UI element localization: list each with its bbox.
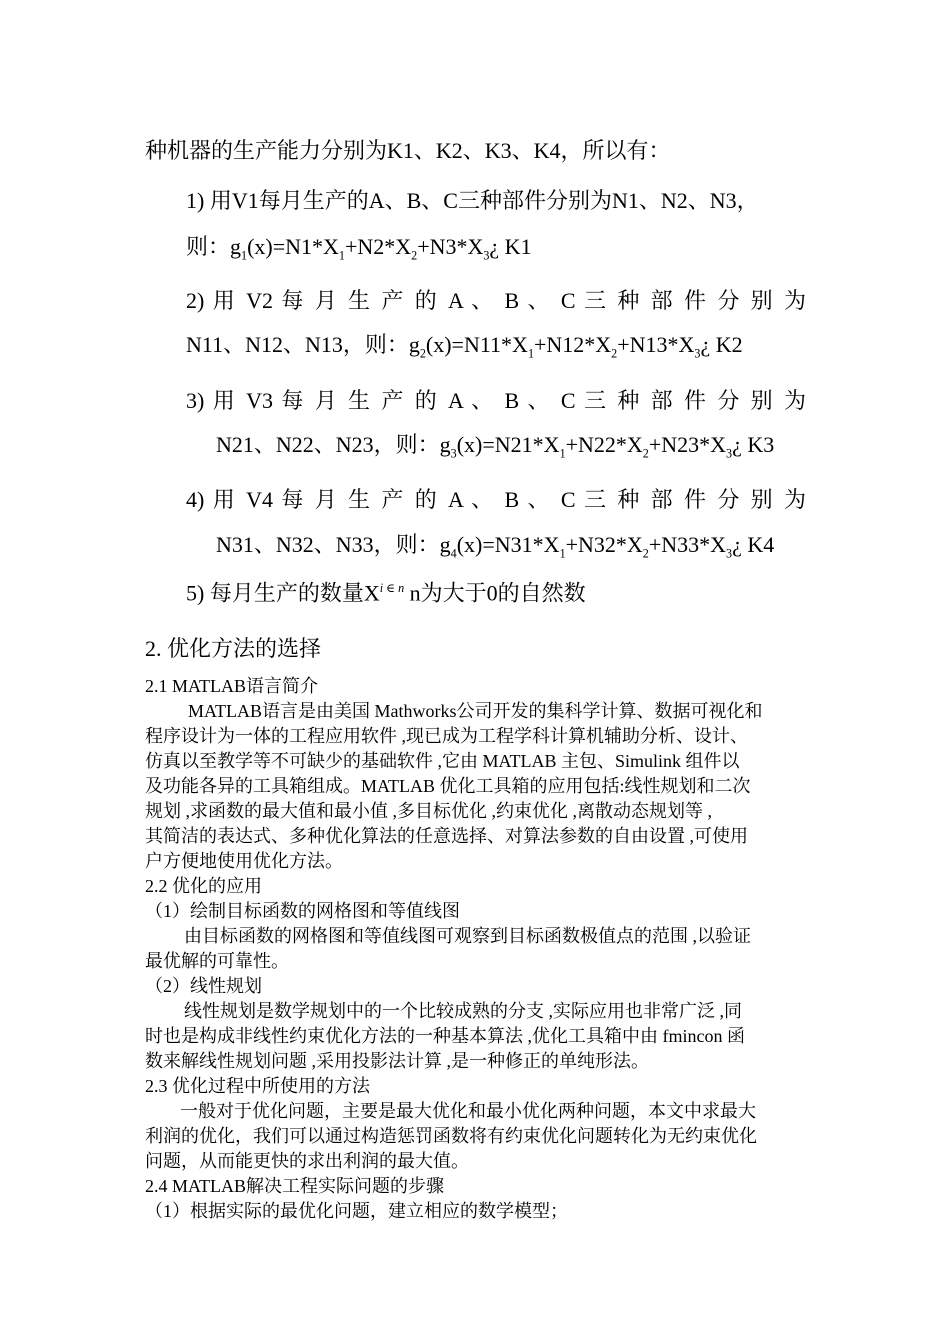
constraint-4-formula: N31、N32、N33，则：$g_4(x)=N31*X_1+N32*X_2+N33*X_3¿$ K4 — [216, 532, 775, 561]
s23-line-2: 利润的优化，我们可以通过构造惩罚函数将有约束优化问题转化为无约束优化 — [145, 1126, 757, 1146]
s22-p2-line-2: 时也是构成非线性约束优化方法的一种基本算法 ,优化工具箱中由 fmincon 函 — [145, 1026, 745, 1046]
constraint-3-line1: 3) 用 V3 每 月 生 产 的 A 、 B 、 C 三 种 部 件 分 别 为 — [186, 388, 806, 413]
s22-p1-line-1: 由目标函数的网格图和等值线图可观察到目标函数极值点的范围 ,以验证 — [184, 926, 751, 946]
s22-p2-line-3: 数来解线性规划问题 ,采用投影法计算 ,是一种修正的单纯形法。 — [145, 1051, 649, 1071]
constraint-3-formula: N21、N22、N23，则：$g_3(x)=N21*X_1+N22*X_2+N23*X_3¿$ K3 — [216, 432, 775, 461]
section-2-3-heading: 2.3 优化过程中所使用的方法 — [145, 1076, 370, 1096]
s21-line-2: 程序设计为一体的工程应用软件 ,现已成为工程学科计算机辅助分析、设计、 — [145, 726, 748, 746]
s22-subheading-2: （2）线性规划 — [145, 976, 262, 996]
s22-p1-line-2: 最优解的可靠性。 — [145, 951, 289, 971]
s21-line-4: 及功能各异的工具箱组成。MATLAB 优化工具箱的应用包括:线性规划和二次 — [145, 776, 751, 796]
constraint-1-formula: 则：$g_1(x)=N1*X_1+N2*X_2+N3*X_3¿$ K1 — [186, 234, 532, 263]
section-2-2-heading: 2.2 优化的应用 — [145, 876, 262, 896]
constraint-5: 5) 每月生产的数量$X^{i \in n}$ n为大于0的自然数 — [186, 580, 586, 606]
s22-p2-line-1: 线性规划是数学规划中的一个比较成熟的分支 ,实际应用也非常广泛 ,同 — [184, 1001, 742, 1021]
constraint-2-line1: 2) 用 V2 每 月 生 产 的 A 、 B 、 C 三 种 部 件 分 别 为 — [186, 288, 806, 313]
section-2-heading: 2. 优化方法的选择 — [145, 636, 322, 661]
section-2-1-heading: 2.1 MATLAB语言简介 — [145, 676, 319, 696]
s21-line-6: 其简洁的表达式、多种优化算法的任意选择、对算法参数的自由设置 ,可使用 — [145, 826, 748, 846]
s21-line-1: MATLAB语言是由美国 Mathworks公司开发的集科学计算、数据可视化和 — [188, 701, 763, 721]
s21-line-3: 仿真以至教学等不可缺少的基础软件 ,它由 MATLAB 主包、Simulink 组件以 — [145, 751, 740, 771]
constraint-1-line1: 1) 用V1每月生产的A、B、C三种部件分别为N1、N2、N3， — [186, 188, 759, 213]
section-2-4-heading: 2.4 MATLAB解决工程实际问题的步骤 — [145, 1176, 445, 1196]
s21-line-7: 户方便地使用优化方法。 — [145, 851, 343, 871]
s22-subheading-1: （1）绘制目标函数的网格图和等值线图 — [145, 901, 460, 921]
constraint-4-line1: 4) 用 V4 每 月 生 产 的 A 、 B 、 C 三 种 部 件 分 别 为 — [186, 487, 806, 512]
s24-subheading-1: （1）根据实际的最优化问题，建立相应的数学模型； — [145, 1201, 568, 1221]
s21-line-5: 规划 ,求函数的最大值和最小值 ,多目标优化 ,约束优化 ,离散动态规划等 , — [145, 801, 712, 821]
intro-line: 种机器的生产能力分别为K1、K2、K3、K4，所以有： — [145, 138, 671, 163]
s23-line-3: 问题，从而能更快的求出利润的最大值。 — [145, 1151, 469, 1171]
constraint-2-formula: N11、N12、N13，则：$g_2(x)=N11*X_1+N12*X_2+N13*X_3¿$ K2 — [186, 332, 743, 361]
s23-line-1: 一般对于优化问题，主要是最大优化和最小优化两种问题，本文中求最大 — [180, 1101, 756, 1121]
